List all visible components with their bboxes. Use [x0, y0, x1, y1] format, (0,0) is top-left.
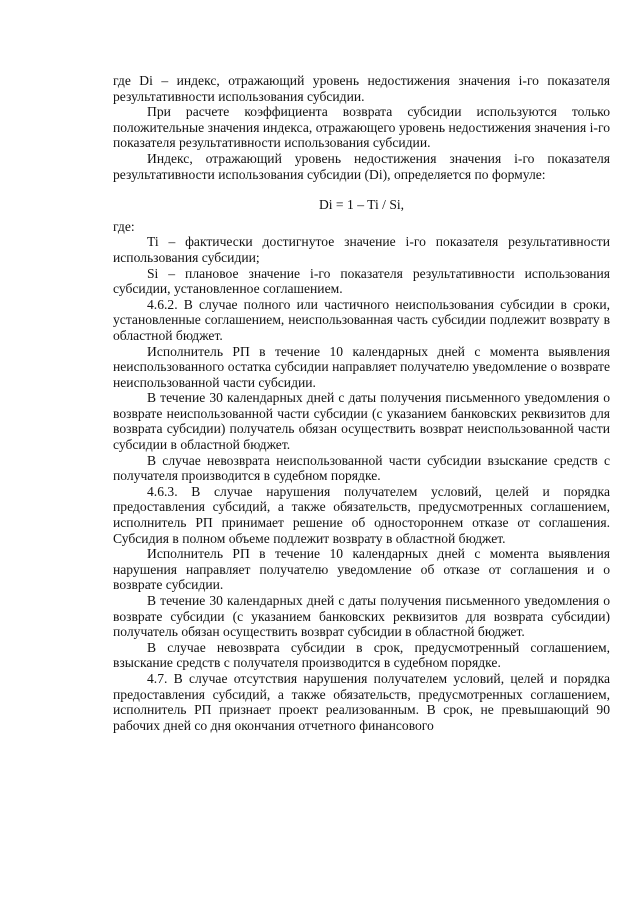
paragraph-court-return: В случае невозврата субсидии в срок, предусмотренный соглашением, взыскание средств с получателя производится в судебном порядке.: [113, 639, 610, 671]
paragraph-4-6-2: 4.6.2. В случае полного или частичного неиспользования субсидии в сроки, установленные соглашением, неиспользованная часть субсидии подлежит возврату в областной бюджет.: [113, 296, 610, 343]
paragraph-court-unused: В случае невозврата неиспользованной части субсидии взыскание средств с получателя производится в судебном порядке.: [113, 452, 610, 484]
paragraph-return-30-days-unused: В течение 30 календарных дней с даты получения письменного уведомления о возврате неиспользованной части субсидии (с указанием банковских реквизитов для возврата субсидии) получатель обязан осуществить возврат неиспользованной части субсидии в областной бюджет.: [113, 390, 610, 453]
paragraph-notice-violation: Исполнитель РП в течение 10 календарных дней с момента выявления нарушения направляет получателю уведомление об отказе от соглашения и о возврате субсидии.: [113, 546, 610, 593]
paragraph-di-definition: где Di – индекс, отражающий уровень недостижения значения i-го показателя результативности использования субсидии.: [113, 73, 610, 104]
paragraph-4-7: 4.7. В случае отсутствия нарушения получателем условий, целей и порядка предоставления субсидий, а также обязательств, предусмотренных соглашением, исполнитель РП признает проект реализованным. В срок, не превышающий 90 рабочих дней со дня окончания отчетного финансового: [113, 670, 610, 733]
paragraph-positive-values: При расчете коэффициента возврата субсидии используются только положительные значения индекса, отражающего уровень недостижения значения i-го показателя результативности использования субсидии.: [113, 104, 610, 151]
document-page: [113, 73, 610, 733]
paragraph-return-30-days: В течение 30 календарных дней с даты получения письменного уведомления о возврате субсидии (с указанием банковских реквизитов для возврата субсидии) получатель обязан осуществить возврат субсидии в областной бюджет.: [113, 593, 610, 640]
paragraph-notice-unused: Исполнитель РП в течение 10 календарных дней с момента выявления неиспользованного остатка субсидии направляет получателю уведомление о возврате неиспользованной части субсидии.: [113, 343, 610, 390]
paragraph-where: где:: [113, 218, 135, 234]
formula: Di = 1 – Ti / Si,: [318, 197, 405, 213]
paragraph-4-6-3: 4.6.3. В случае нарушения получателем условий, целей и порядка предоставления субсидий, а также обязательств, предусмотренных соглашением, исполнитель РП принимает решение об одностороннем отказе от соглашения. Субсидия в полном объеме подлежит возврату в областной бюджет.: [113, 483, 610, 546]
paragraph-ti-definition: Ti – фактически достигнутое значение i-го показателя результативности использования субсидии;: [113, 234, 610, 265]
paragraph-index-formula-intro: Индекс, отражающий уровень недостижения значения i-го показателя результативности использования субсидии (Di), определяется по формуле:: [113, 150, 610, 182]
paragraph-si-definition: Si – плановое значение i-го показателя результативности использования субсидии, установленное соглашением.: [113, 265, 610, 297]
